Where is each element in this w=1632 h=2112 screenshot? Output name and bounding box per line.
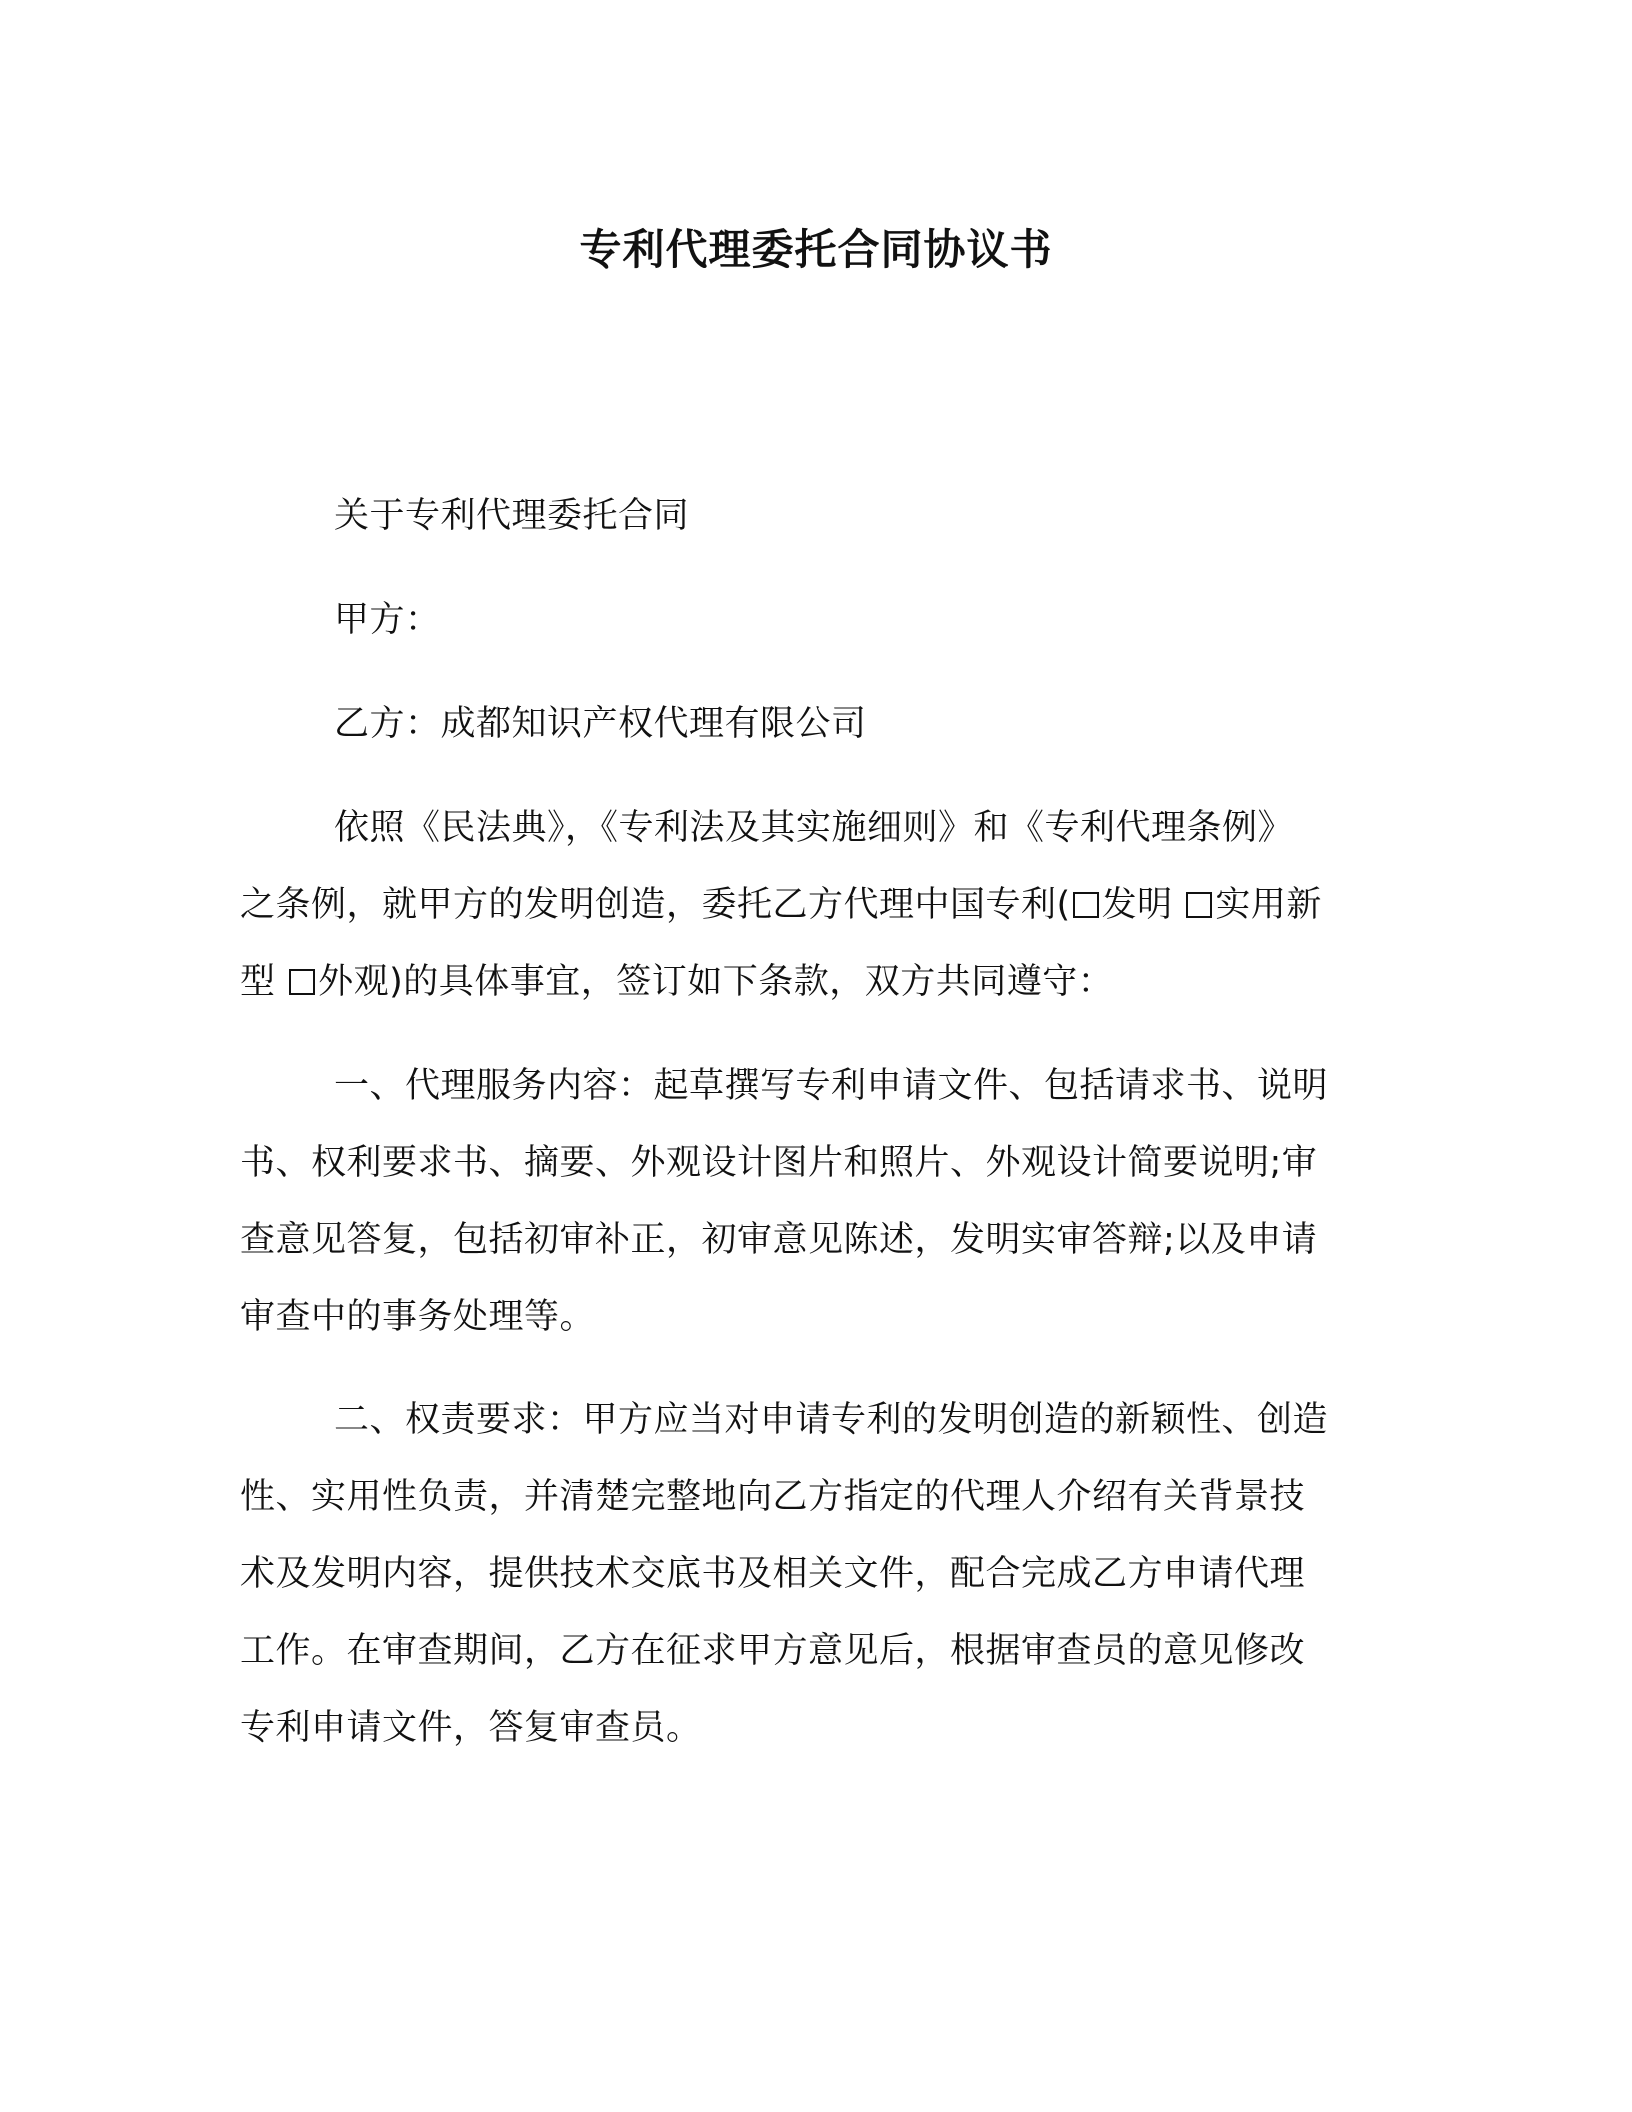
document-title: 专利代理委托合同协议书 [579,225,1053,274]
party-b-text: 乙方：成都知识产权代理有限公司 [334,704,867,744]
clause-1-line-2: 书、权利要求书、摘要、外观设计图片和照片、外观设计简要说明;审 [240,1143,1318,1183]
design-checkbox-icon [289,969,315,995]
intro-line-3-text-a: 型 [240,962,288,1002]
intro-line-2-text-a: 之条例，就甲方的发明创造，委托乙方代理中国专利( [240,885,1071,925]
clause-2-line-5: 专利申请文件，答复审查员。 [240,1708,702,1748]
clause-2-line-2: 性、实用性负责，并清楚完整地向乙方指定的代理人介绍有关背景技 [240,1477,1306,1517]
subject-line [240,478,1370,555]
clause-1-line-1: 一、代理服务内容：起草撰写专利申请文件、包括请求书、说明 [334,1066,1329,1106]
intro-line-3 [240,944,1370,1021]
clause-1-line-3: 查意见答复，包括初审补正，初审意见陈述，发明实审答辩;以及申请 [240,1220,1318,1260]
clause-2-line-3: 术及发明内容，提供技术交底书及相关文件，配合完成乙方申请代理 [240,1554,1306,1594]
intro-line-2 [240,867,1370,944]
clause-1-line-4: 审查中的事务处理等。 [240,1297,596,1337]
clause-2-line-1: 二、权责要求：甲方应当对申请专利的发明创造的新颖性、创造 [334,1400,1329,1440]
party-a-line [240,582,1370,659]
intro-line-1: 依照《民法典》，《专利法及其实施细则》和《专利代理条例》 [334,808,1294,848]
intro-line-2-text-c: 实用新 [1215,885,1322,925]
intro-paragraph [240,790,1370,1021]
utility-model-checkbox-icon [1186,892,1212,918]
invention-checkbox-icon [1073,892,1099,918]
clause-1-paragraph [240,1048,1370,1356]
party-b-line [240,686,1370,763]
clause-2-line-4: 工作。在审查期间，乙方在征求甲方意见后，根据审查员的意见修改 [240,1631,1306,1671]
party-a-text: 甲方： [334,600,441,640]
intro-line-2-text-b: 发明 [1101,885,1185,925]
clause-2-paragraph [240,1382,1370,1767]
intro-line-3-text-b: 外观)的具体事宜，签订如下条款，双方共同遵守： [318,962,1114,1002]
subject-text: 关于专利代理委托合同 [334,496,690,536]
